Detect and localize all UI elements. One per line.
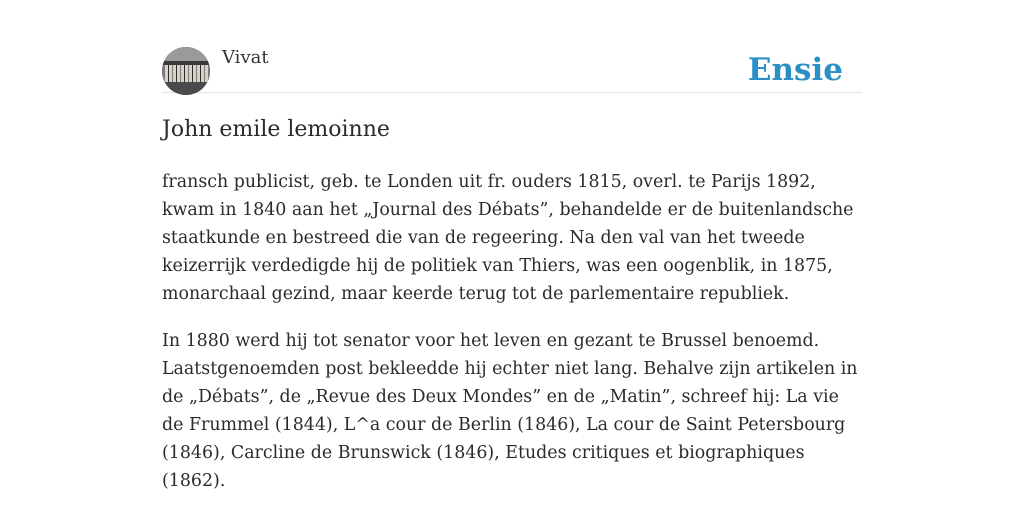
- article-paragraph: fransch publicist, geb. te Londen uit fr. ouders 1815, overl. te Parijs 1892, kwam in 1840 aan het „Journal des Débats”, behandelde er de buitenlandsche staatkunde en bestreed die van de regeering. Na den val van het tweede keizerrijk verdedigde hij de politiek van Thiers, was een oogenblik, in 1875, monarchaal gezind, maar keerde terug tot de parlementaire republiek.: [162, 172, 854, 304]
- source-avatar[interactable]: [162, 47, 210, 95]
- article-title: John emile lemoinne: [162, 117, 390, 142]
- bookshelf-avatar-icon: [162, 47, 210, 95]
- source-name[interactable]: Vivat: [222, 47, 269, 68]
- brand-logo[interactable]: Ensie: [747, 52, 843, 88]
- page-wrapper: [162, 0, 862, 491]
- article-paragraph: In 1880 werd hij tot senator voor het leven en gezant te Brussel benoemd. Laatstgenoemden post bekleedde hij echter niet lang. Behalve zijn artikelen in de „Débats”, de „Revue des Deux Mondes” en de „Matin”, schreef hij: La vie de Frummel (1844), L^a cour de Berlin (1846), La cour de Saint Petersbourg (1846), Carcline de Brunswick (1846), Etudes critiques et biographiques (1862).: [162, 331, 858, 491]
- article-body: [162, 168, 862, 514]
- page-header: [162, 0, 862, 93]
